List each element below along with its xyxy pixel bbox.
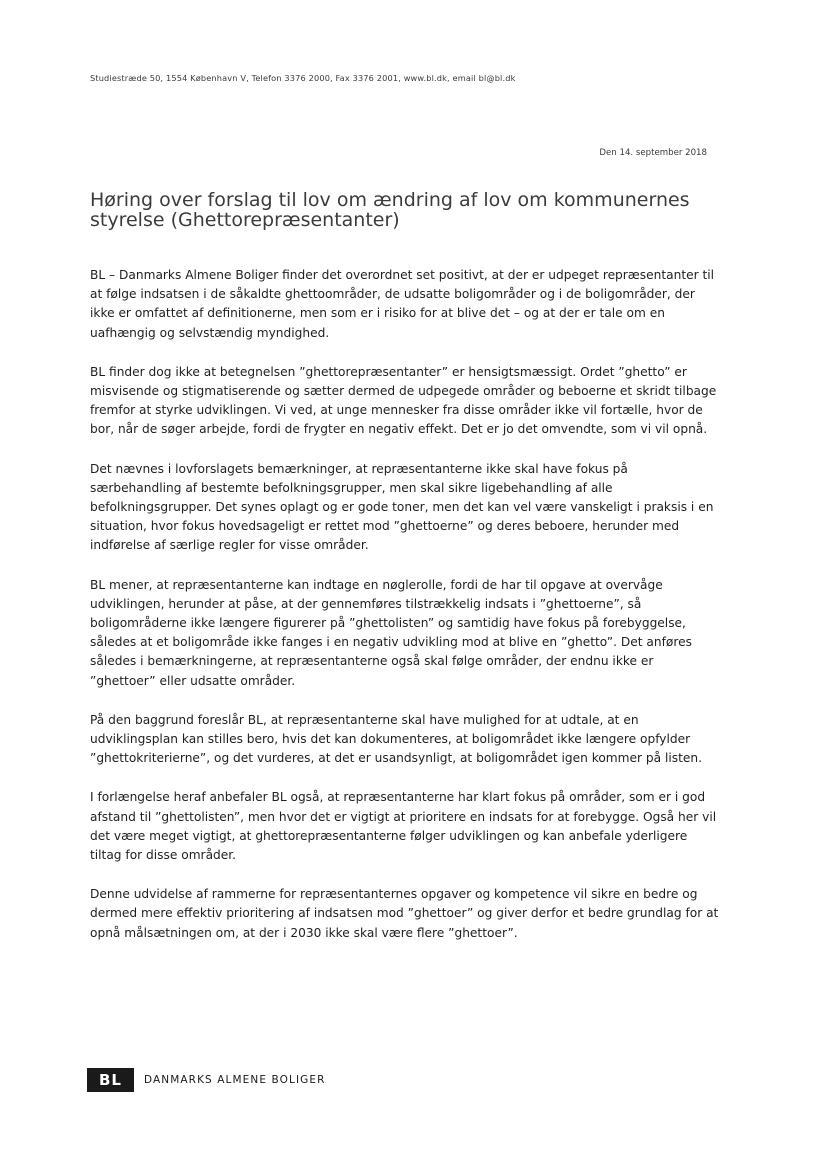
organization-name: DANMARKS ALMENE BOLIGER <box>144 1074 326 1086</box>
paragraph: BL mener, at repræsentanterne kan indtage en nøglerolle, fordi de har til opgave at overvåge udviklingen, herunder at påse, at der gennemføres tilstrækkelig indsats i ”ghettoerne”, så boligområderne ikke længere figurerer på ”ghettolisten” og samtidig have fokus på forebyggelse, således at et boligområde ikke fanges i en negativ udvikling mod at blive en ”ghetto”. Det anføres således i bemærkningerne, at repræsentanterne også skal følge områder, der endnu ikke er ”ghettoer” eller udsatte områder. <box>90 577 692 688</box>
document-title: Høring over forslag til lov om ændring af lov om kommunernes styrelse (Ghettorepræsentanter) <box>90 189 690 231</box>
bl-logo: BL <box>87 1068 134 1092</box>
letter-body <box>90 266 722 963</box>
paragraph: På den baggrund foreslår BL, at repræsentanterne skal have mulighed for at udtale, at en udviklingsplan kan stilles bero, hvis det kan dokumenteres, at boligområdet ikke længere opfylder ”ghettokriterierne”, og det vurderes, at det er usandsynligt, at boligområdet igen kommer på listen. <box>90 712 702 766</box>
paragraph: I forlængelse heraf anbefaler BL også, at repræsentanterne har klart fokus på områder, som er i god afstand til ”ghettolisten”, men hvor det er vigtigt at prioritere en indsats for at forebygge. Også her vil det være meget vigtigt, at ghettorepræsentanterne følger udviklingen og kan anbefale yderligere tiltag for disse områder. <box>90 790 717 863</box>
letter-date: Den 14. september 2018 <box>599 148 707 158</box>
paragraph: BL – Danmarks Almene Boliger finder det overordnet set positivt, at der er udpeget repræsentanter til at følge indsatsen i de såkaldte ghettoområder, de udsatte boligområder og i de boligområder, der ikke er omfattet af definitionerne, men som er i risiko for at blive det – og at der er tale om en uafhængig og selvstændig myndighed. <box>90 268 715 340</box>
paragraph: Denne udvidelse af rammerne for repræsentanternes opgaver og kompetence vil sikre en bedre og dermed mere effektiv prioritering af indsatsen mod ”ghettoer” og giver derfor et bedre grundlag for at opnå målsætningen om, at der i 2030 ikke skal være flere ”ghettoer”. <box>90 887 719 940</box>
paragraph: BL finder dog ikke at betegnelsen ”ghettorepræsentanter” er hensigtsmæssigt. Ordet ”ghetto” er misvisende og stigmatiserende og sætter dermed de udpegede områder og beboerne et skridt tilbage fremfor at styrke udviklingen. Vi ved, at unge mennesker fra disse områder ikke vil fortælle, hvor de bor, når de søger arbejde, fordi de frygter en negativ effekt. Det er jo det omvendte, som vi vil opnå. <box>90 364 717 437</box>
letterhead-address: Studiestræde 50, 1554 København V, Telefon 3376 2000, Fax 3376 2001, www.bl.dk, email bl@bl.dk <box>90 73 516 83</box>
footer <box>87 1068 326 1092</box>
paragraph: Det nævnes i lovforslagets bemærkninger, at repræsentanterne ikke skal have fokus på særbehandling af bestemte befolkningsgrupper, men skal sikre ligebehandling af alle befolkningsgrupper. Det synes oplagt og er gode toner, men det kan vel være vanskeligt i praksis i en situation, hvor fokus hovedsageligt er rettet mod ”ghettoerne” og deres beboere, herunder med indførelse af særlige regler for visse områder. <box>90 461 714 553</box>
